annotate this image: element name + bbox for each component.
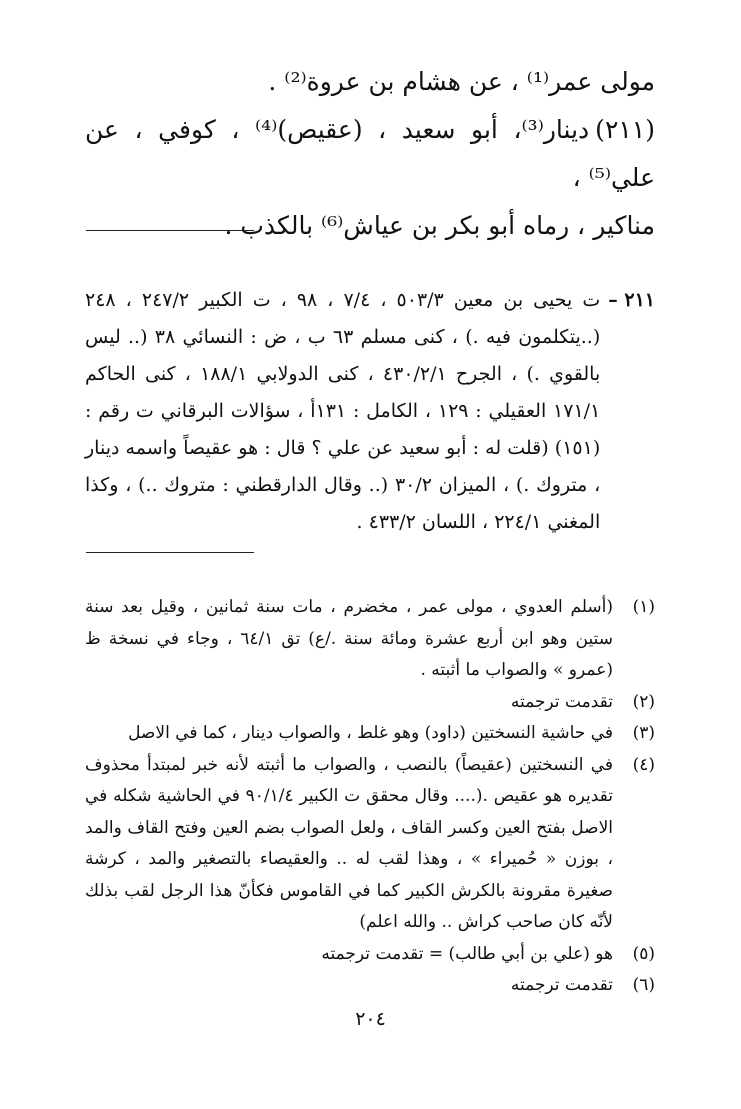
footnote-number: (٦) [632, 975, 655, 995]
footnote [85, 718, 655, 750]
footnote-number: (٢) [632, 691, 655, 712]
footnote-text: في النسختين (عقيصاً) بالنصب ، والصواب ما أثبته لأنه خبر لمبتدأ محذوف تقديره هو عقيص .(.... وقال محقق ت الكبير ٩٠/١/٤ في الحاشية شكله في الاصل بفتح العين وكسر القاف ، ولعل الصواب بضم العين وفتح القاف والمد ، بوزن « حُميراء » ، وهذا لقب له .. والعقيصاء بالتصغير والمد ، كرشة صغيرة مقرونة بالكرش الكبير كما في القاموس فكأنّ هذا الرجل لقب بذلك لأنّه كان صاحب كراش .. والله اعلم) [85, 754, 613, 932]
footnote-text: (أسلم العدوي ، مولى عمر ، مخضرم ، مات سنة ثمانين ، وقيل بعد سنة ستين وهو ابن أربع عشرة ومائة سنة ./ع) تق ٦٤/١ ، وجاء في نسخة ظ (عمرو » والصواب ما أثبته . [85, 597, 613, 680]
footnote [85, 939, 655, 971]
page-number: ٢٠٤ [355, 1008, 386, 1030]
footnote-number: (٤) [632, 754, 655, 775]
footnote-number: (٥) [632, 943, 655, 964]
footnote [85, 970, 655, 1002]
entry-number: (٢١١) [595, 115, 655, 144]
footnote [85, 750, 655, 939]
footnote [85, 687, 655, 719]
reference-text: ت يحيى بن معين ٥٠٣/٣ ، ٧/٤ ، ٩٨ ، ت الكبير ٢٤٧/٢ ، ٢٤٨ (..يتكلمون فيه .) ، كنى مسلم ٦٣ ب ، ض : النسائي ٣٨ (.. ليس بالقوي .) ، الجرح ٤٣٠/٢/١ ، كنى الدولابي ١٨٨/١ ، كنى الحاكم ١٧١/١ العقيلي : ١٢٩ ، الكامل : ١٣١أ ، سؤالات البرقاني ت رقم : (١٥١) (قلت له : أبو سعيد عن علي ؟ قال : هو عقيصاً واسمه دينار ، متروك .) ، الميزان ٣٠/٢ (.. وقال الدارقطني : متروك ..) ، وكذا المغني ٢٢٤/١ ، اللسان ٤٣٣/٢ . [85, 289, 601, 533]
main-text [85, 58, 655, 250]
footnote-text: تقدمت ترجمته [510, 691, 613, 712]
footnote [85, 592, 655, 687]
footnote-text: في حاشية النسختين (داود) وهو غلط ، والصواب دينار ، كما في الاصل [128, 723, 613, 743]
footnote-number: (١) [632, 597, 655, 617]
main-line-3: مناكير ، رماه أبو بكر بن عياش⁽⁶⁾ بالكذب . [224, 211, 655, 240]
divider-top [86, 230, 254, 231]
main-line-2 [85, 106, 655, 202]
footnote-text: هو (علي بن أبي طالب) = تقدمت ترجمته [321, 943, 613, 964]
divider-bottom [86, 552, 254, 553]
main-line-2-text: دينار⁽³⁾، أبو سعيد ، (عقيص)⁽⁴⁾ ، كوفي ، عن علي⁽⁵⁾ ، [85, 115, 655, 192]
reference-section [85, 282, 655, 541]
reference-number: ٢١١ – [608, 289, 655, 311]
footnote-number: (٣) [632, 723, 655, 743]
main-line-1: مولى عمر⁽¹⁾ ، عن هشام بن عروة⁽²⁾ . [268, 67, 655, 96]
reference-entry [85, 282, 655, 541]
footnote-text: تقدمت ترجمته [510, 975, 613, 995]
footnotes [85, 592, 655, 1002]
